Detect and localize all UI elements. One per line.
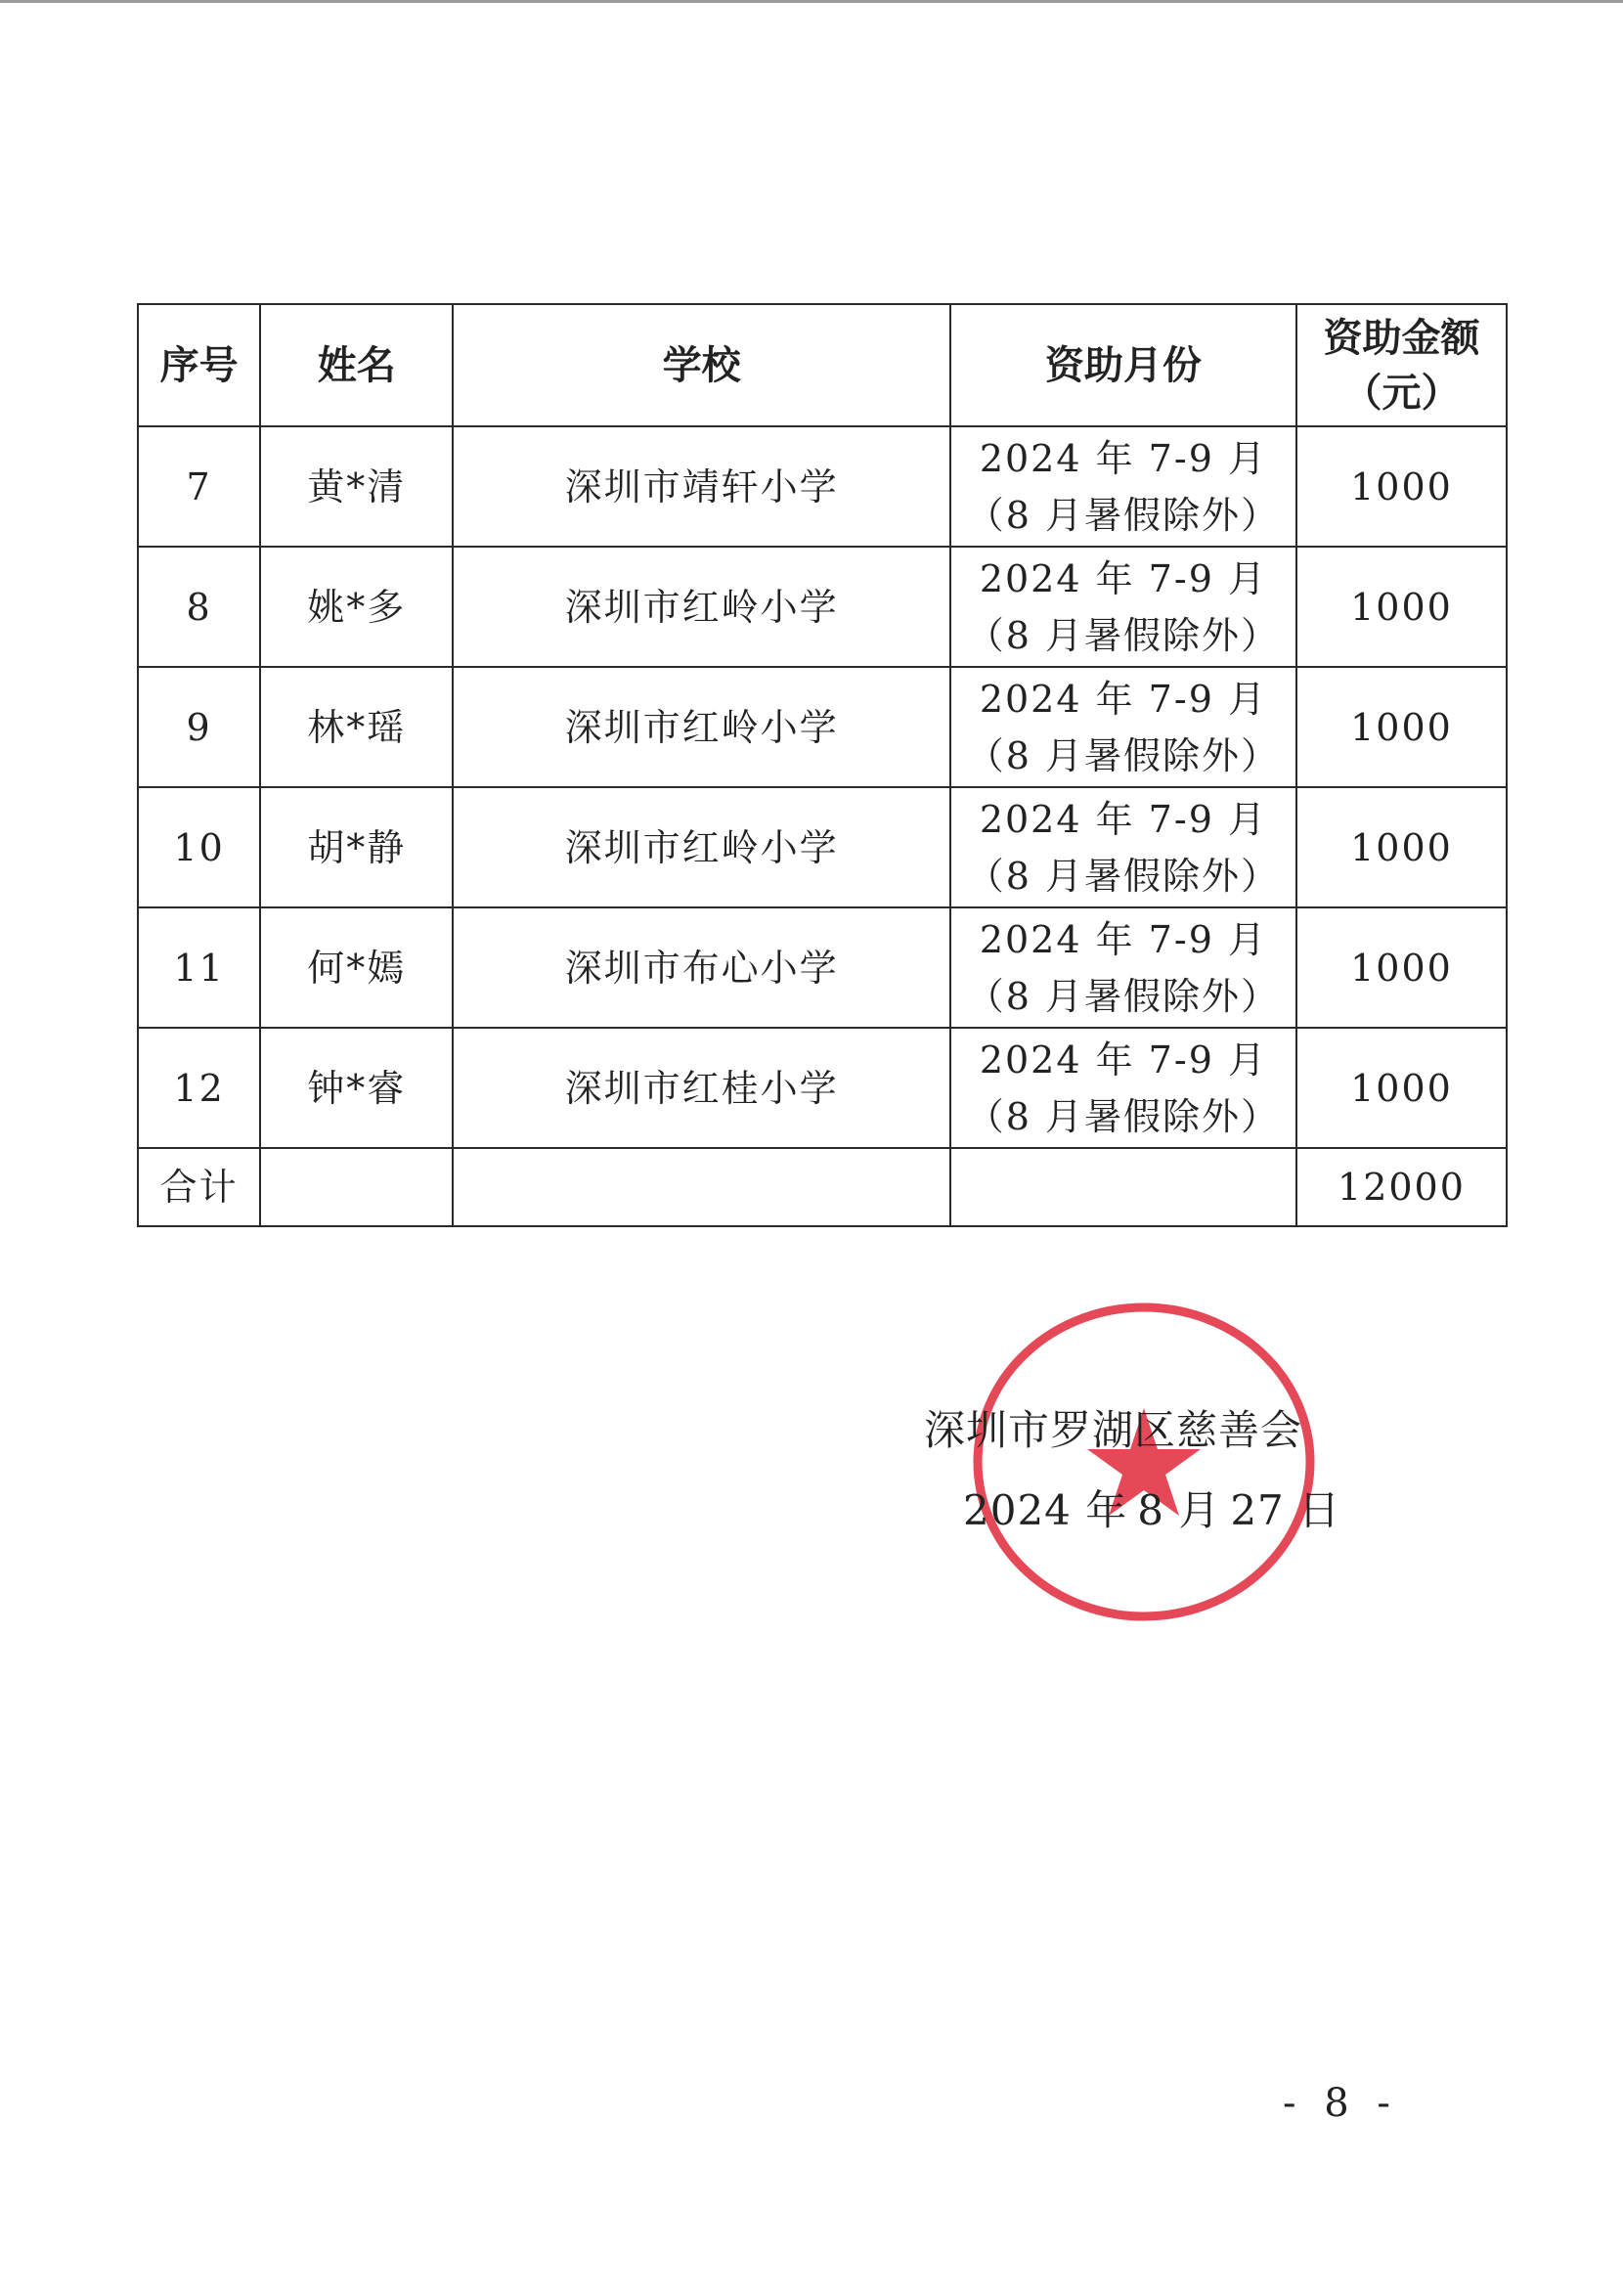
cell-amount: 1000 — [1296, 787, 1507, 907]
signing-date — [963, 1479, 1350, 1537]
table-row — [138, 787, 1507, 907]
total-empty-cell — [950, 1148, 1296, 1226]
date-year: 2024 年 — [963, 1486, 1128, 1534]
cell-name: 姚*多 — [260, 547, 453, 667]
cell-name: 何*嫣 — [260, 907, 453, 1028]
total-amount: 12000 — [1296, 1148, 1507, 1226]
cell-no: 10 — [138, 787, 260, 907]
cell-no: 9 — [138, 667, 260, 787]
cell-school: 深圳市布心小学 — [453, 907, 950, 1028]
cell-amount: 1000 — [1296, 907, 1507, 1028]
period-range: 2024 年 7-9 月 — [979, 677, 1267, 721]
cell-school: 深圳市红岭小学 — [453, 547, 950, 667]
total-empty-cell — [260, 1148, 453, 1226]
total-row — [138, 1148, 1507, 1226]
cell-amount: 1000 — [1296, 667, 1507, 787]
header-school: 学校 — [453, 304, 950, 426]
period-note: （8 月暑假除外） — [966, 1094, 1281, 1138]
period-note: （8 月暑假除外） — [966, 974, 1281, 1018]
period-range: 2024 年 7-9 月 — [979, 556, 1267, 600]
cell-school: 深圳市靖轩小学 — [453, 426, 950, 547]
cell-no: 7 — [138, 426, 260, 547]
period-range: 2024 年 7-9 月 — [979, 436, 1267, 480]
period-range: 2024 年 7-9 月 — [979, 1038, 1267, 1082]
cell-name: 钟*睿 — [260, 1028, 453, 1148]
cell-period — [950, 907, 1296, 1028]
period-note: （8 月暑假除外） — [966, 854, 1281, 898]
official-seal — [968, 1301, 1320, 1623]
cell-no: 8 — [138, 547, 260, 667]
cell-no: 12 — [138, 1028, 260, 1148]
period-note: （8 月暑假除外） — [966, 613, 1281, 657]
cell-period — [950, 1028, 1296, 1148]
cell-school: 深圳市红岭小学 — [453, 787, 950, 907]
table-row — [138, 667, 1507, 787]
table-row — [138, 547, 1507, 667]
header-period: 资助月份 — [950, 304, 1296, 426]
cell-period — [950, 547, 1296, 667]
header-amount — [1296, 304, 1507, 426]
header-no: 序号 — [138, 304, 260, 426]
signing-organization: 深圳市罗湖区慈善会 — [924, 1406, 1303, 1454]
header-amount-label: 资助金额 — [1323, 314, 1480, 361]
date-day: 27 日 — [1230, 1486, 1341, 1534]
date-month: 8 月 — [1137, 1486, 1221, 1534]
table-row — [138, 1028, 1507, 1148]
cell-no: 11 — [138, 907, 260, 1028]
period-range: 2024 年 7-9 月 — [979, 797, 1267, 841]
page-number: - 8 - — [1283, 2081, 1398, 2126]
aid-table — [137, 303, 1508, 1227]
period-note: （8 月暑假除外） — [966, 733, 1281, 777]
table-row — [138, 426, 1507, 547]
cell-amount: 1000 — [1296, 1028, 1507, 1148]
cell-name: 胡*静 — [260, 787, 453, 907]
cell-school: 深圳市红桂小学 — [453, 1028, 950, 1148]
table-row — [138, 907, 1507, 1028]
period-note: （8 月暑假除外） — [966, 493, 1281, 537]
cell-school: 深圳市红岭小学 — [453, 667, 950, 787]
cell-period — [950, 787, 1296, 907]
total-label: 合计 — [138, 1148, 260, 1226]
top-border — [0, 0, 1623, 3]
header-amount-unit: （元） — [1342, 369, 1461, 416]
cell-amount: 1000 — [1296, 426, 1507, 547]
cell-period — [950, 667, 1296, 787]
total-empty-cell — [453, 1148, 950, 1226]
cell-amount: 1000 — [1296, 547, 1507, 667]
period-range: 2024 年 7-9 月 — [979, 917, 1267, 961]
cell-name: 林*瑶 — [260, 667, 453, 787]
table-header-row — [138, 304, 1507, 426]
header-name: 姓名 — [260, 304, 453, 426]
cell-name: 黄*清 — [260, 426, 453, 547]
cell-period — [950, 426, 1296, 547]
